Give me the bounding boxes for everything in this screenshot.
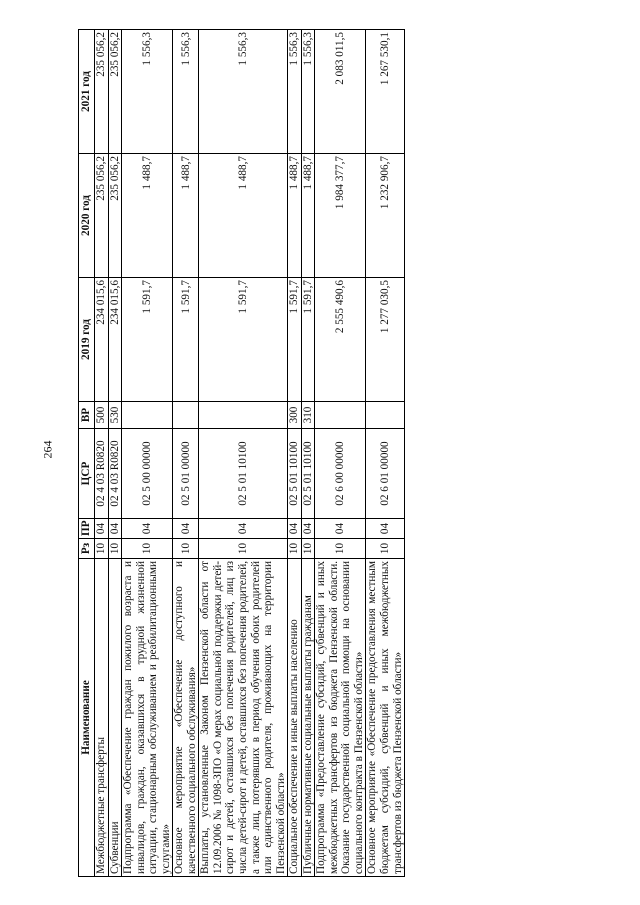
row-pr: 04 bbox=[366, 519, 405, 539]
row-2020: 235 056,2 bbox=[108, 154, 122, 278]
row-pr: 04 bbox=[315, 519, 366, 539]
row-rz: 10 bbox=[199, 539, 288, 559]
row-csr: 02 5 01 10100 bbox=[199, 429, 288, 519]
row-csr: 02 4 03 R0820 bbox=[108, 429, 122, 519]
row-2019: 1 591,7 bbox=[199, 278, 288, 402]
table-row bbox=[315, 30, 366, 877]
row-2021: 1 556,3 bbox=[288, 30, 302, 154]
row-csr: 02 5 01 10100 bbox=[301, 429, 315, 519]
header-rz: Рз bbox=[79, 539, 95, 559]
rotated-content bbox=[78, 30, 563, 877]
table-row bbox=[173, 30, 199, 877]
row-2020: 1 488,7 bbox=[199, 154, 288, 278]
row-pr: 04 bbox=[288, 519, 302, 539]
row-2020: 1 488,7 bbox=[288, 154, 302, 278]
table-row bbox=[108, 30, 122, 877]
table-header bbox=[79, 30, 95, 877]
row-2020: 1 488,7 bbox=[122, 154, 173, 278]
table-row bbox=[199, 30, 288, 877]
row-rz: 10 bbox=[301, 539, 315, 559]
row-name: Подпрограмма «Обеспечение граждан пожилого возраста и инвалидов, граждан, оказавшихся в трудной жизненной ситуации, стационарным обслуживанием и реабилитационными услугами» bbox=[122, 559, 173, 877]
row-rz: 10 bbox=[108, 539, 122, 559]
row-2019: 1 591,7 bbox=[301, 278, 315, 402]
row-2019: 1 591,7 bbox=[173, 278, 199, 402]
row-2019: 1 591,7 bbox=[122, 278, 173, 402]
row-vr: 530 bbox=[108, 402, 122, 429]
row-name: Социальное обеспечение и иные выплаты населению bbox=[288, 559, 302, 877]
row-2020: 235 056,2 bbox=[95, 154, 109, 278]
row-2021: 1 556,3 bbox=[301, 30, 315, 154]
row-pr: 04 bbox=[122, 519, 173, 539]
row-name: Субвенции bbox=[108, 559, 122, 877]
row-csr: 02 5 01 00000 bbox=[173, 429, 199, 519]
row-name: Основное мероприятие «Обеспечение доступного и качественного социального обслуживания» bbox=[173, 559, 199, 877]
header-row bbox=[79, 30, 95, 877]
rotated-sheet bbox=[78, 30, 563, 877]
row-name: Межбюджетные трансферты bbox=[95, 559, 109, 877]
row-vr: 300 bbox=[288, 402, 302, 429]
row-csr: 02 5 01 10100 bbox=[288, 429, 302, 519]
row-csr: 02 5 00 00000 bbox=[122, 429, 173, 519]
header-name: Наименование bbox=[79, 559, 95, 877]
row-csr: 02 4 03 R0820 bbox=[95, 429, 109, 519]
row-csr: 02 6 00 00000 bbox=[315, 429, 366, 519]
row-2021: 2 083 011,5 bbox=[315, 30, 366, 154]
row-vr: 500 bbox=[95, 402, 109, 429]
row-csr: 02 6 01 00000 bbox=[366, 429, 405, 519]
row-2019: 234 015,6 bbox=[95, 278, 109, 402]
row-pr: 04 bbox=[173, 519, 199, 539]
row-2019: 1 591,7 bbox=[288, 278, 302, 402]
row-2021: 1 267 530,1 bbox=[366, 30, 405, 154]
header-csr: ЦСР bbox=[79, 429, 95, 519]
row-2020: 1 488,7 bbox=[301, 154, 315, 278]
row-vr bbox=[199, 402, 288, 429]
table-row bbox=[301, 30, 315, 877]
row-vr bbox=[366, 402, 405, 429]
header-2021: 2021 год bbox=[79, 30, 95, 154]
table-row bbox=[288, 30, 302, 877]
row-2021: 1 556,3 bbox=[173, 30, 199, 154]
row-2021: 235 056,2 bbox=[95, 30, 109, 154]
header-2020: 2020 год bbox=[79, 154, 95, 278]
row-pr: 04 bbox=[301, 519, 315, 539]
row-rz: 10 bbox=[173, 539, 199, 559]
table-row bbox=[95, 30, 109, 877]
row-rz: 10 bbox=[366, 539, 405, 559]
table-row bbox=[366, 30, 405, 877]
row-2021: 1 556,3 bbox=[122, 30, 173, 154]
row-vr bbox=[122, 402, 173, 429]
row-2020: 1 984 377,7 bbox=[315, 154, 366, 278]
row-2021: 235 056,2 bbox=[108, 30, 122, 154]
header-vr: ВР bbox=[79, 402, 95, 429]
row-2019: 234 015,6 bbox=[108, 278, 122, 402]
row-2019: 2 555 490,6 bbox=[315, 278, 366, 402]
row-pr: 04 bbox=[95, 519, 109, 539]
header-pr: ПР bbox=[79, 519, 95, 539]
row-vr: 310 bbox=[301, 402, 315, 429]
row-2020: 1 488,7 bbox=[173, 154, 199, 278]
page-number: 264 bbox=[40, 440, 55, 459]
table-body bbox=[95, 30, 405, 877]
table-row bbox=[122, 30, 173, 877]
row-pr: 04 bbox=[108, 519, 122, 539]
row-rz: 10 bbox=[315, 539, 366, 559]
row-rz: 10 bbox=[288, 539, 302, 559]
row-name: Публичные нормативные социальные выплаты гражданам bbox=[301, 559, 315, 877]
row-2021: 1 556,3 bbox=[199, 30, 288, 154]
row-name: Выплаты, установленные Законом Пензенской области от 12.09.2006 № 1098-ЗПО «О мерах социальной поддержки детей-сирот и детей, оставшихся без попечения родителей, лиц из числа детей-сирот и детей, оставшихся без попечения родителей, а также лиц, потерявших в период обучения обоих родителей или единственного родителя, проживающих на территории Пензенской области» bbox=[199, 559, 288, 877]
row-vr bbox=[315, 402, 366, 429]
row-rz: 10 bbox=[95, 539, 109, 559]
budget-table bbox=[78, 29, 405, 877]
row-2019: 1 277 030,5 bbox=[366, 278, 405, 402]
row-name: Основное мероприятие «Обеспечение предоставления местным бюджетам субсидий, субвенций и иных межбюджетных трансфертов из бюджета Пензенской области» bbox=[366, 559, 405, 877]
header-2019: 2019 год bbox=[79, 278, 95, 402]
row-rz: 10 bbox=[122, 539, 173, 559]
row-vr bbox=[173, 402, 199, 429]
row-pr: 04 bbox=[199, 519, 288, 539]
row-2020: 1 232 906,7 bbox=[366, 154, 405, 278]
row-name: Подпрограмма «Предоставление субсидий, субвенций и иных межбюджетных трансфертов из бюджета Пензенской области. Оказание государственной социальной помощи на основании социального контракта в Пензенской области» bbox=[315, 559, 366, 877]
